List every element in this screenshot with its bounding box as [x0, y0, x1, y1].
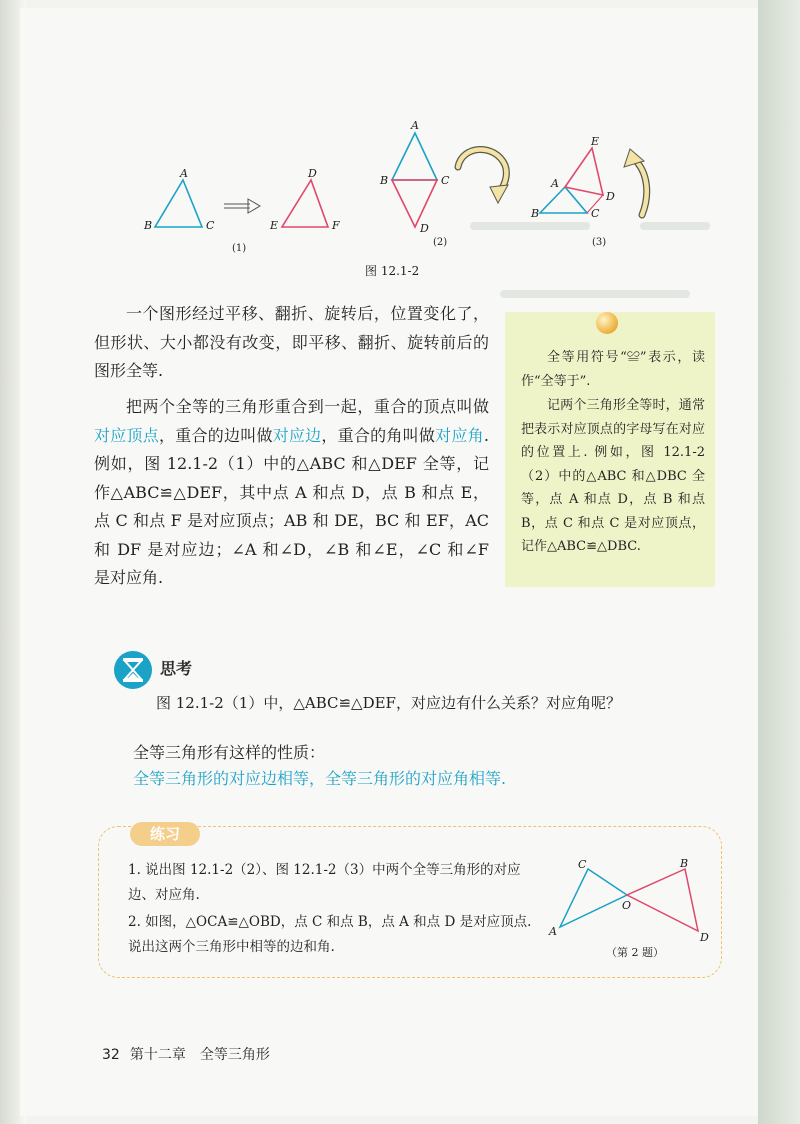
bleed-through	[500, 290, 690, 298]
point-label: E	[270, 219, 279, 232]
panel-label: (1)	[232, 243, 247, 254]
panel-label: (2)	[433, 237, 448, 248]
term-corresponding-side: 对应边	[272, 425, 322, 445]
point-label: C	[206, 219, 215, 232]
point-label: D	[606, 190, 615, 203]
point-label: B	[680, 857, 689, 870]
think-question: 图 12.1-2（1）中，△ABC≌△DEF，对应边有什么关系？对应角呢？	[156, 694, 621, 712]
point-label: C	[591, 207, 600, 220]
point-label: C	[441, 174, 450, 187]
point-label: E	[591, 135, 600, 148]
triangle-oca	[560, 869, 627, 927]
exercise-item-1: 1. 说出图 12.1-2（2）、图 12.1-2（3）中两个全等三角形的对应边、对应角.	[128, 862, 521, 903]
think-title: 思考	[160, 659, 193, 678]
exercise-item-2: 2. 如图，△OCA≌△OBD，点 C 和点 B，点 A 和点 D 是对应顶点. 说出这两个三角形中相等的边和角.	[128, 914, 532, 955]
rotate-arrow-icon	[458, 149, 506, 191]
exercise-figure-caption: （第 2 题）	[606, 946, 664, 959]
paragraph-2	[94, 393, 489, 593]
hourglass-icon	[113, 650, 153, 690]
point-label: B	[144, 219, 153, 232]
paragraph-1: 一个图形经过平移、翻折、旋转后，位置变化了，但形状、大小都没有改变，即平移、翻折、旋转前后的图形全等.	[94, 304, 489, 380]
point-label: B	[380, 174, 389, 187]
point-label: A	[551, 177, 559, 190]
triangle-abc	[155, 180, 202, 227]
text: ，重合的边叫做	[158, 425, 273, 445]
pushpin-icon	[596, 312, 618, 334]
point-label: A	[411, 119, 419, 132]
text: . 例如，图 12.1-2（1）中的△ABC 和△DEF 全等，记作△ABC≌△DEF，其中点 A 和点 D，点 B 和点 E，点 C 和点 F 是对应顶点；AB 和 DE，BC 和 EF，AC 和 DF 是对应边；∠A 和∠D，∠B 和∠E，∠C 和∠F 是对应角.	[94, 425, 489, 587]
triangle-abc	[392, 133, 437, 180]
point-label: A	[180, 167, 188, 180]
term-corresponding-vertex: 对应顶点	[94, 425, 159, 445]
figure-12-1-2	[140, 115, 680, 260]
arrow-right-icon	[224, 199, 260, 213]
side-note	[505, 312, 715, 587]
point-label: A	[549, 925, 557, 938]
triangle-dbc	[392, 180, 437, 227]
note-paragraph-1: 全等用符号“≌”表示，读作“全等于”.	[521, 350, 705, 389]
note-paragraph-2: 记两个三角形全等时，通常把表示对应顶点的字母写在对应的位置上. 例如，图 12.1-2（2）中的△ABC 和△DBC 全等，点 A 和点 D，点 B 和点 B，点 C 和点 C 是对应顶点，记作△ABC≌△DBC.	[521, 398, 705, 554]
triangle-obd	[627, 869, 698, 931]
point-label: F	[332, 219, 340, 232]
page-edge	[758, 0, 800, 1124]
panel-label: (3)	[592, 237, 607, 248]
term-corresponding-angle: 对应角	[435, 425, 484, 445]
figure-caption: 图 12.1-2	[365, 264, 420, 278]
text: 把两个全等的三角形重合到一起，重合的顶点叫做	[126, 397, 489, 416]
chapter-title: 第十二章 全等三角形	[129, 1047, 270, 1063]
point-label: B	[531, 207, 540, 220]
text: ，重合的角叫做	[321, 425, 436, 445]
exercise-figure	[540, 855, 715, 945]
point-label: O	[622, 899, 632, 912]
point-label: D	[700, 931, 709, 944]
triangle-def	[282, 180, 328, 227]
property-intro: 全等三角形有这样的性质：	[133, 743, 326, 762]
property-statement: 全等三角形的对应边相等，全等三角形的对应角相等.	[133, 769, 507, 788]
exercise-tab: 练习	[130, 822, 200, 846]
page-footer	[102, 1044, 270, 1064]
arrow-head-icon	[490, 185, 508, 203]
point-label: D	[308, 167, 317, 180]
point-label: C	[578, 858, 587, 871]
triangle-edc	[565, 148, 603, 195]
point-label: D	[420, 222, 429, 235]
page-number: 32	[102, 1047, 120, 1063]
